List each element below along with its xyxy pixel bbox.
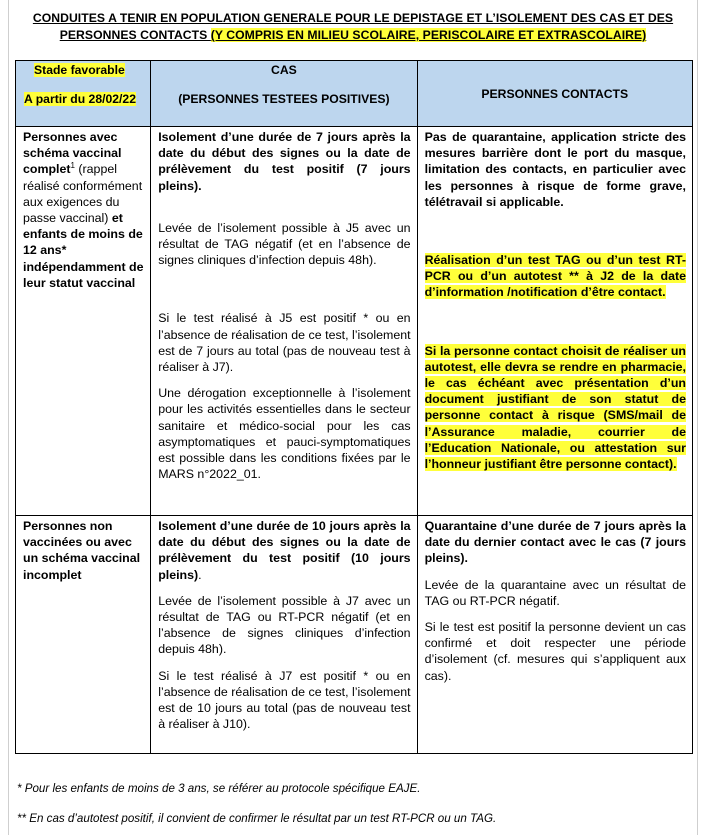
header-stage-label: Stade favorable [34,63,125,77]
row1-population-cell [16,127,151,516]
document-title [14,10,692,44]
header-stage-date: A partir du 28/02/22 [24,92,136,106]
table-row [16,127,693,516]
row1-population-part3: et enfants de moins de 12 ans* indépendamment de leur statut vaccinal [23,211,144,290]
header-contacts-cell [417,61,692,127]
row2-population: Personnes non vaccinées ou avec un schéma vaccinal incomplet [23,519,141,582]
title-line-2-highlight: (Y COMPRIS EN MILIEU SCOLAIRE, PERISCOLAIRE ET EXTRASCOLAIRE) [210,28,647,42]
page-left-edge [8,0,9,835]
row2-cas-p1-end: . [198,567,202,582]
title-line-1: CONDUITES A TENIR EN POPULATION GENERALE POUR LE DEPISTAGE ET L’ISOLEMENT DES CAS ET DES [32,11,674,25]
footnote-marker-1: 1 [70,161,75,171]
row1-cas-p1: Isolement d’une durée de 7 jours après la date du début des signes ou la date de prélèvement du test positif (7 jours pleins). [158,130,411,193]
row1-population-part2: (rappel réalisé conformément aux exigences du passe vaccinal) [23,162,143,226]
row1-cas-p3: Si le test réalisé à J5 est positif * ou en l’absence de réalisation de ce test, l’isolement est de 7 jours au total (pas de nouveau test à réaliser à J7). [158,311,411,375]
row1-cas-cell [151,127,417,516]
row2-cas-p3: Si le test réalisé à J7 est positif * ou en l’absence de réalisation de ce test, l’isolement est de 10 jours au total (pas de nouveau test à réaliser à J10). [158,668,411,732]
header-contacts-title: PERSONNES CONTACTS [481,86,629,101]
row1-cas-p2: Levée de l’isolement possible à J5 avec un résultat de TAG négatif (et en l’absence de signes cliniques d’infection depuis 48h). [158,220,411,268]
page-right-edge [697,0,698,835]
row1-contacts-p2: Réalisation d’un test TAG ou d’un test RT-PCR ou d’un autotest ** à J2 de la date d’information /notification d’être contact. [424,253,686,300]
protocol-table [15,60,693,754]
row2-population-cell [16,516,151,754]
row2-cas-p2: Levée de l’isolement possible à J7 avec un résultat de TAG ou RT-PCR négatif (et en l’absence de signes cliniques d’infection depuis 48h). [158,593,411,657]
header-cas-subtitle: (PERSONNES TESTEES POSITIVES) [178,92,390,106]
row1-cas-p4: Une dérogation exceptionnelle à l’isolement pour les activités essentielles dans le secteur sanitaire et médico-social pour les cas asymptomatiques et pauci-symptomatiques est possible dans les conditions fixées par le MARS n°2022_01. [158,386,411,482]
row1-contacts-p2-block [425,252,686,301]
row1-contacts-p1: Pas de quarantaine, application stricte des mesures barrière dont le port du masque, limitation des contacts, en particulier avec les personnes à risque de forme grave, télétravail si applicable. [424,130,686,209]
header-cas-cell [151,61,417,127]
table-header-row [16,61,693,127]
row2-contacts-p3: Si le test est positif la personne devient un cas confirmé et doit respecter une période d’isolement (cf. mesures qui s’appliquent aux cas). [424,620,686,683]
title-line-2-plain: PERSONNES CONTACTS [59,28,211,42]
table-row [16,516,693,754]
row2-cas-p1-block [158,518,410,583]
title-line-2 [14,27,692,44]
row1-population-part1: Personnes avec schéma vaccinal complet [23,130,122,177]
footnote-1: * Pour les enfants de moins de 3 ans, se référer au protocole spécifique EAJE. [17,782,421,795]
row2-contacts-p2: Levée de la quarantaine avec un résultat de TAG ou RT-PCR négatif. [424,577,686,608]
header-stage-cell [16,61,151,127]
row1-contacts-cell [417,127,692,516]
row2-contacts-cell [417,516,692,754]
row1-contacts-p3-block [425,343,686,473]
row1-contacts-p3: Si la personne contact choisit de réaliser un autotest, elle devra se rendre en pharmacie, le cas échéant avec présentation d’un document justifiant de son statut de personne contact à risque (SMS/mail de l’Assurance maladie, courrier de l’Education Nationale, ou attestation sur l’honneur justifiant être personne contact). [424,343,686,472]
row2-cas-p1: Isolement d’une durée de 10 jours après la date du début des signes ou la date de prélèvement du test positif (10 jours pleins) [158,519,411,582]
row2-contacts-p1: Quarantaine d’une durée de 7 jours après la date du dernier contact avec le cas (7 jours pleins). [424,519,686,566]
footnote-2: ** En cas d’autotest positif, il convient de confirmer le résultat par un test RT-PCR ou un TAG. [17,812,497,825]
row2-cas-cell [151,516,417,754]
header-cas-title: CAS [271,63,297,77]
